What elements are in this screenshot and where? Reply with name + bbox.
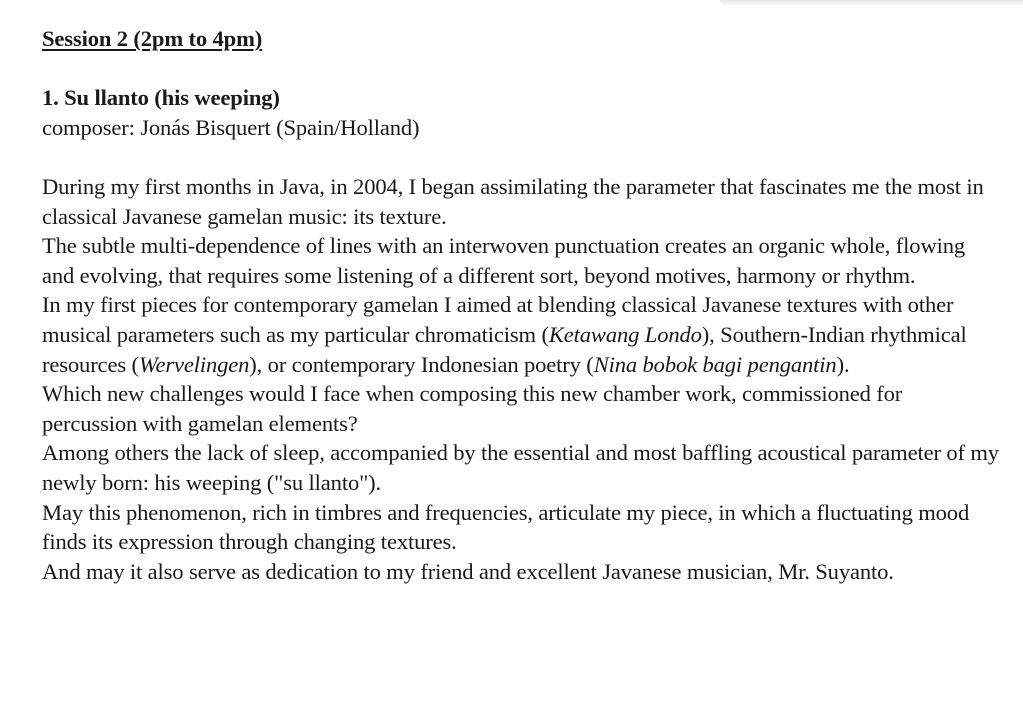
program-note-paragraph-1: During my first months in Java, in 2004, I began assimilating the parameter that fascinates me the most in classical Javanese gamelan music: its texture. [42, 173, 984, 229]
work-title-wervelingen: Wervelingen [138, 351, 250, 377]
session-heading: Session 2 (2pm to 4pm) [42, 26, 263, 51]
spacer [42, 54, 1002, 84]
spacer [42, 142, 1002, 172]
paragraph-text: In my first pieces for contemporary gamelan I aimed at blending classical Javanese textures with other musical parameters such as my particular chromaticism ( [42, 292, 954, 347]
paragraph-text: ). [836, 351, 850, 377]
work-title-ketawang-londo: Ketawang Londo [548, 321, 702, 347]
piece-title: 1. Su llanto (his weeping) [42, 85, 280, 111]
work-title-nina-bobok: Nina bobok bagi pengantin [593, 351, 837, 377]
paragraph-text: ), Southern-Indian rhythmical resources ( [42, 321, 967, 377]
paragraph-text: ), or contemporary Indonesian poetry ( [249, 351, 594, 377]
program-note-paragraph-5: Among others the lack of sleep, accompanied by the essential and most baffling acoustical parameter of my newly born: his weeping ("su llanto"). [42, 440, 999, 495]
program-note-paragraph-4: Which new challenges would I face when composing this new chamber work, commissioned for percussion with gamelan elements? [42, 381, 903, 436]
program-note-paragraph-7: And may it also serve as dedication to my friend and excellent Javanese musician, Mr. Suyanto. [42, 558, 894, 584]
document-page [42, 24, 1002, 586]
composer-line: composer: Jonás Bisquert (Spain/Holland) [42, 114, 420, 140]
program-note-paragraph-2: The subtle multi-dependence of lines with an interwoven punctuation creates an organic whole, flowing and evolving, that requires some listening of a different sort, beyond motives, harmony or rhythm. [42, 233, 966, 288]
program-note-paragraph-6: May this phenomenon, rich in timbres and frequencies, articulate my piece, in which a fluctuating mood finds its expression through changing textures. [42, 499, 970, 555]
program-note-paragraph-3 [42, 290, 1002, 379]
window-edge-shadow [720, 0, 1023, 6]
